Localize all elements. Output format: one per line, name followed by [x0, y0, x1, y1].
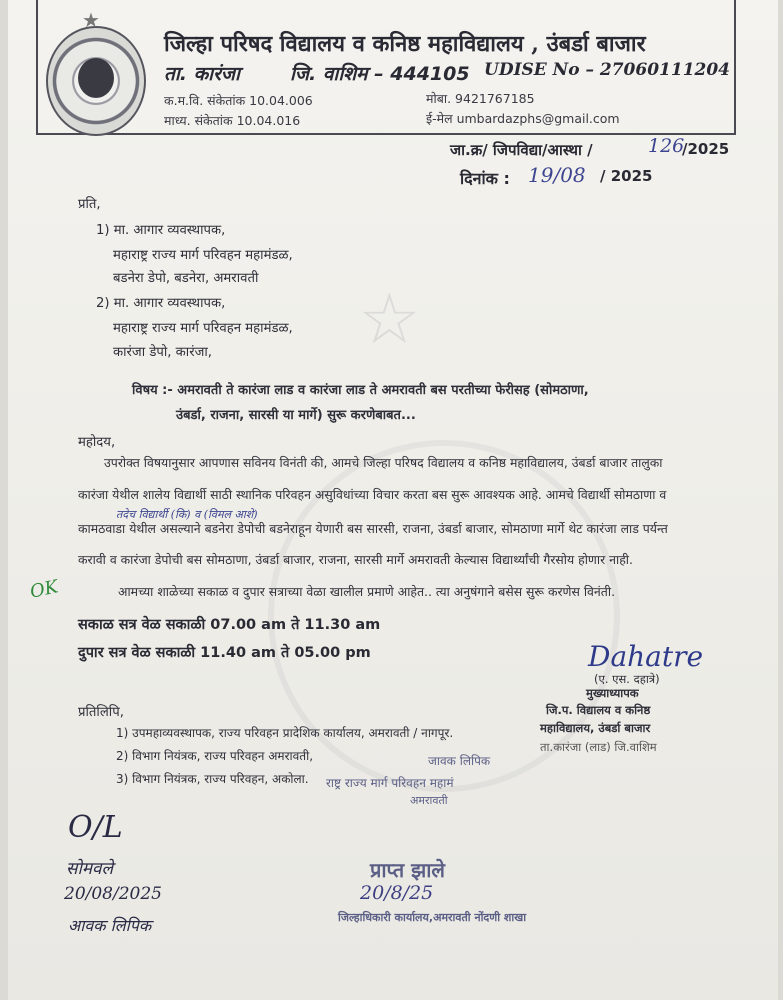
signatory-org-line-3: ता.कारंजा (लाड) जि.वाशिम — [540, 740, 657, 754]
recipient-1-line-3: बडनेरा डेपो, बडनेरा, अमरावती — [113, 271, 259, 286]
taluka: ता. कारंजा — [164, 63, 240, 85]
kmv-code: क.म.वि. संकेतांक 10.04.006 — [164, 93, 313, 108]
afternoon-session: दुपार सत्र वेळ सकाळी 11.40 am ते 05.00 pm — [78, 645, 371, 661]
receipt-note-date: 20/08/2025 — [64, 884, 162, 904]
received-stamp-office: जिल्हाधिकारी कार्यालय,अमरावती नोंदणी शाखा — [338, 911, 527, 924]
subject-line-1: विषय :- अमरावती ते कारंजा लाड व कारंजा लाड ते अमरावती बस परतीच्या फेरीसह (सोमठाणा, — [132, 383, 589, 398]
prati: प्रति, — [78, 197, 101, 212]
date-handwritten: 19/08 — [528, 163, 586, 187]
signatory-designation: मुख्याध्यापक — [586, 686, 639, 700]
received-stamp-title: प्राप्त झाले — [370, 858, 445, 882]
salutation: महोदय, — [78, 435, 116, 450]
date-label: दिनांक : — [460, 169, 510, 188]
mobile-number: मोबा. 9421767185 — [426, 91, 535, 106]
district: जि. वाशिम – 444105 — [290, 63, 470, 85]
margin-ok-note: OK — [28, 576, 61, 603]
madhya-code: माध्य. संकेतांक 10.04.016 — [164, 113, 301, 128]
headmaster-signature: Dahatre — [588, 640, 704, 673]
copy-1: 1) उपमहाव्यवस्थापक, राज्य परिवहन प्रादेशिक कार्यालय, अमरावती / नागपूर. — [116, 726, 454, 740]
copy-2: 2) विभाग नियंत्रक, राज्य परिवहन अमरावती, — [116, 749, 314, 763]
paragraph-line-4: करावी व कारंजा डेपोची बस सोमठाणा, उंबर्डा बाजार, राजना, सारसी मार्गे अमरावती केल्यास विद्यार्थ्यांची गैरसोय होणार नाही. — [78, 552, 633, 567]
subject-line-2: उंबर्डा, राजना, सारसी या मार्गे) सुरू करणेबाबत... — [176, 408, 416, 423]
reference-number-handwritten: 126 — [648, 135, 685, 157]
email: ई-मेल umbardazphs@gmail.com — [426, 111, 620, 126]
paragraph-line-1: उपरोक्त विषयानुसार आपणास सविनय विनंती की, आमचे जिल्हा परिषद विद्यालय व कनिष्ठ महाविद्यालय, उंबर्डा बाजार तालुका — [104, 455, 663, 470]
letter-page — [8, 0, 778, 1000]
recipient-2-line-2: महाराष्ट्र राज्य मार्ग परिवहन महामंडळ, — [113, 321, 293, 336]
udise-number: UDISE No – 27060111204 — [484, 60, 731, 80]
star-watermark-icon: ☆ — [358, 278, 421, 360]
date-year: / 2025 — [600, 167, 653, 185]
inserted-handwriting: तदेच विद्यार्थी (कि) व (विमल आशे) — [116, 508, 258, 521]
receipt-note-ol: O/L — [68, 810, 123, 845]
receipt-note-clerk: आवक लिपिक — [68, 916, 152, 935]
copy-2-stamp: जावक लिपिक — [428, 754, 491, 768]
received-stamp-date: 20/8/25 — [360, 882, 434, 904]
reference-label: जा.क्र/ जिपविद्या/आस्था / — [450, 141, 593, 159]
recipient-2-line-3: कारंजा डेपो, कारंजा, — [113, 345, 213, 360]
school-logo-icon — [46, 8, 146, 136]
paragraph-line-2: कारंजा येथील शालेय विद्यार्थी साठी स्थानिक परिवहन असुविधांच्या विचार करता बस सुरू आवश्यक आहे. आमचे विद्यार्थी सोमठाणा व — [78, 487, 667, 502]
copies-label: प्रतिलिपि, — [78, 705, 124, 720]
recipient-2-line-1: 2) मा. आगार व्यवस्थापक, — [96, 296, 226, 311]
signatory-org-line-1: जि.प. विद्यालय व कनिष्ठ — [546, 703, 651, 717]
paragraph-line-5: आमच्या शाळेच्या सकाळ व दुपार सत्राच्या वेळा खालील प्रमाणे आहेत.. त्या अनुषंगाने बसेस सुरू करणेस विनंती. — [118, 584, 616, 599]
receipt-note-name: सोमवले — [66, 859, 114, 879]
signatory-name: (ए. एस. दहात्रे) — [594, 672, 660, 686]
logo-star-icon: ★ — [82, 8, 100, 32]
recipient-1-line-2: महाराष्ट्र राज्य मार्ग परिवहन महामंडळ, — [113, 248, 293, 263]
school-name: जिल्हा परिषद विद्यालय व कनिष्ठ महाविद्यालय , उंबर्डा बाजार — [164, 31, 646, 57]
copy-3-stamp-line-1: राष्ट्र राज्य मार्ग परिवहन महामं — [326, 776, 454, 790]
copy-3: 3) विभाग नियंत्रक, राज्य परिवहन, अकोला. — [116, 772, 309, 786]
logo-portrait-icon — [78, 58, 114, 98]
recipient-1-line-1: 1) मा. आगार व्यवस्थापक, — [96, 223, 226, 238]
copy-3-stamp-line-2: अमरावती — [410, 794, 448, 807]
morning-session: सकाळ सत्र वेळ सकाळी 07.00 am ते 11.30 am — [78, 617, 381, 633]
signatory-org-line-2: महाविद्यालय, उंबर्डा बाजार — [540, 721, 651, 735]
reference-year: /2025 — [682, 140, 730, 158]
paragraph-line-3: कामठवाडा येथील असल्याने बडनेरा डेपोची बडनेराहून येणारी बस सारसी, राजना, उंबर्डा बाजार, सोमठाणा मार्गे थेट कारंजा लाड पर्यन्त — [78, 521, 668, 536]
